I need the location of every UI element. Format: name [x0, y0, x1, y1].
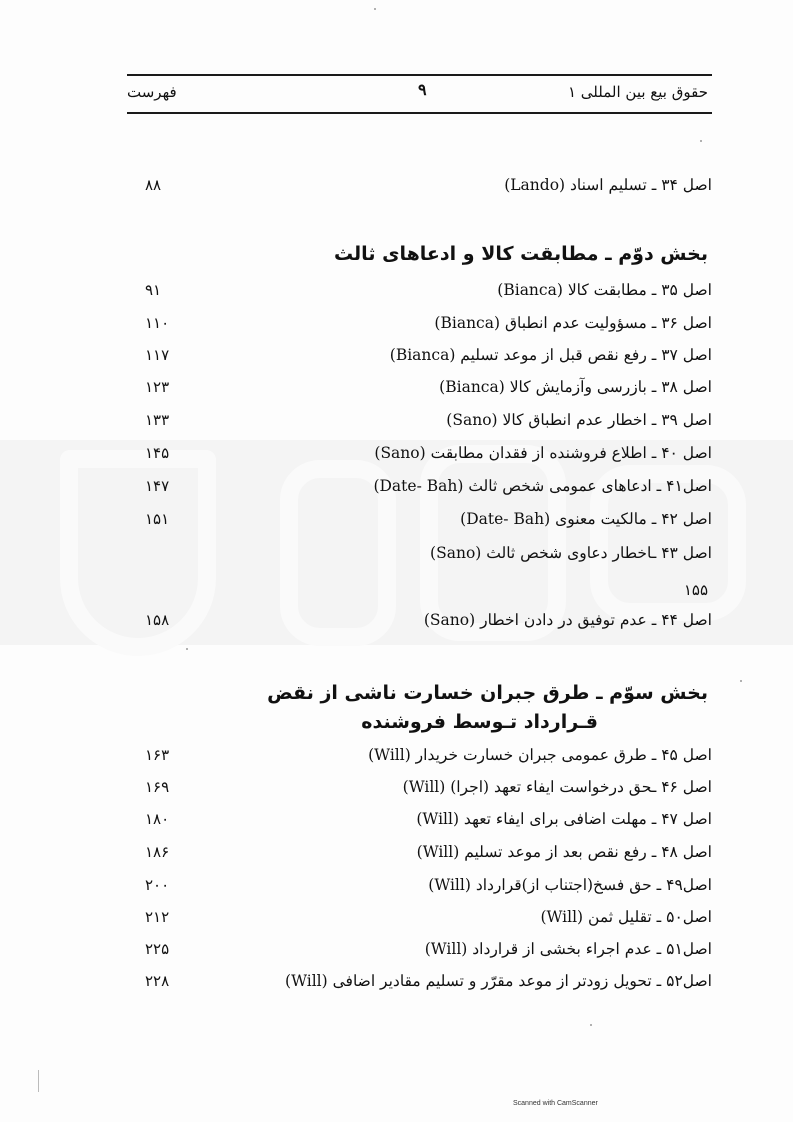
toc-entry-title: اصل۵۰ ـ تقلیل ثمن (Will)	[540, 908, 712, 926]
part3-heading-line2: قـرارداد تـوسط فروشنده	[361, 711, 598, 733]
toc-entry-title: اصل ۳۵ ـ مطابقت کالا (Bianca)	[497, 281, 712, 299]
toc-entry	[127, 346, 712, 372]
toc-entry-page-wrapped: ۱۵۵	[683, 581, 708, 599]
toc-entry-page: ۱۵۸	[145, 611, 170, 629]
part2-heading: بخش دوّم ـ مطابقت کالا و ادعاهای ثالث	[333, 243, 708, 265]
toc-entry	[127, 908, 712, 934]
toc-entry-title: اصل۵۲ ـ تحویل زودتر از موعد مقرّر و تسلیم مقادیر اضافی (Will)	[285, 972, 712, 990]
toc-entry-page: ۱۴۷	[145, 477, 170, 495]
toc-entry-page: ۲۱۲	[145, 908, 170, 926]
toc-entry	[127, 940, 712, 966]
toc-entry-title: اصل ۳۸ ـ بازرسی وآزمایش کالا (Bianca)	[439, 378, 712, 396]
toc-entry-title: اصل ۳۷ ـ رفع نقص قبل از موعد تسلیم (Bianca)	[389, 346, 712, 364]
section-title: فهرست	[127, 83, 177, 101]
toc-entry	[127, 778, 712, 804]
toc-entry-title: اصل۴۱ ـ ادعاهای عمومی شخص ثالث (Date- Bah)	[373, 477, 712, 495]
toc-entry	[127, 611, 712, 637]
toc-entry-page: ۱۶۳	[145, 746, 170, 764]
toc-entry-title: اصل ۴۵ ـ طرق عمومی جبران خسارت خریدار (Will)	[368, 746, 712, 764]
toc-entry-page: ۱۸۶	[145, 843, 170, 861]
scanner-watermark-text: Scanned with CamScanner	[513, 1100, 598, 1107]
toc-entry-title: اصل ۴۴ ـ عدم توفیق در دادن اخطار (Sano)	[423, 611, 712, 629]
toc-entry	[127, 378, 712, 404]
toc-entry	[127, 176, 712, 202]
toc-entry-title: اصل ۳۶ ـ مسؤولیت عدم انطباق (Bianca)	[434, 314, 712, 332]
scan-speck	[740, 680, 742, 682]
scan-speck	[700, 140, 702, 142]
toc-entry-page: ۱۸۰	[145, 810, 170, 828]
toc-entry-page: ۲۲۵	[145, 940, 170, 958]
toc-entry	[127, 843, 712, 869]
header-rule-bottom	[127, 112, 712, 114]
toc-entry	[127, 746, 712, 772]
toc-entry	[127, 876, 712, 902]
page-number: ۹	[418, 80, 427, 99]
toc-entry-page: ۱۵۱	[145, 510, 170, 528]
toc-entry	[127, 444, 712, 470]
toc-entry-page: ۱۳۳	[145, 411, 170, 429]
toc-entry-title: اصل ۴۲ ـ مالکیت معنوی (Date- Bah)	[460, 510, 712, 528]
toc-entry	[127, 314, 712, 340]
part3-heading-line1: بخش سوّم ـ طرق جبران خسارت ناشی از نقض	[267, 682, 708, 704]
toc-entry-page: ۹۱	[145, 281, 162, 299]
toc-entry	[127, 281, 712, 307]
scan-speck	[186, 648, 188, 650]
toc-entry	[127, 477, 712, 503]
toc-entry-page: ۲۰۰	[145, 876, 170, 894]
toc-entry-page: ۱۱۰	[145, 314, 170, 332]
scan-speck	[590, 1024, 592, 1026]
toc-entry-title: اصل ۳۴ ـ تسلیم اسناد (Lando)	[504, 176, 712, 194]
toc-entry-title: اصل ۳۹ ـ اخطار عدم انطباق کالا (Sano)	[446, 411, 712, 429]
toc-entry-page: ۱۱۷	[145, 346, 170, 364]
toc-entry-title: اصل ۴۶ ـحق درخواست ایفاء تعهد (اجرا) (Will)	[402, 778, 712, 796]
toc-entry	[127, 544, 712, 570]
toc-entry-title: اصل ۴۰ ـ اطلاع فروشنده از فقدان مطابقت (Sano)	[374, 444, 712, 462]
toc-entry-page: ۱۴۵	[145, 444, 170, 462]
toc-entry-title: اصل ۴۸ ـ رفع نقص بعد از موعد تسلیم (Will)	[416, 843, 712, 861]
toc-entry-title: اصل۵۱ ـ عدم اجراء بخشی از قرارداد (Will)	[424, 940, 712, 958]
toc-entry	[127, 510, 712, 536]
toc-entry-title: اصل۴۹ ـ حق فسخ(اجتناب از)قرارداد (Will)	[428, 876, 712, 894]
toc-entry	[127, 411, 712, 437]
toc-entry-page: ۱۶۹	[145, 778, 170, 796]
toc-entry-page: ۲۲۸	[145, 972, 170, 990]
toc-entry-title: اصل ۴۷ ـ مهلت اضافی برای ایفاء تعهد (Will)	[416, 810, 712, 828]
toc-entry-page: ۸۸	[145, 176, 162, 194]
header-rule-top	[127, 74, 712, 76]
toc-entry-page: ۱۲۳	[145, 378, 170, 396]
book-title: حقوق بیع بین المللی ۱	[567, 83, 708, 101]
scan-margin-mark	[38, 1070, 39, 1092]
toc-entry	[127, 810, 712, 836]
toc-entry-title: اصل ۴۳ ـاخطار دعاوی شخص ثالث (Sano)	[430, 544, 712, 562]
scan-speck	[374, 8, 376, 10]
toc-entry	[127, 972, 712, 998]
